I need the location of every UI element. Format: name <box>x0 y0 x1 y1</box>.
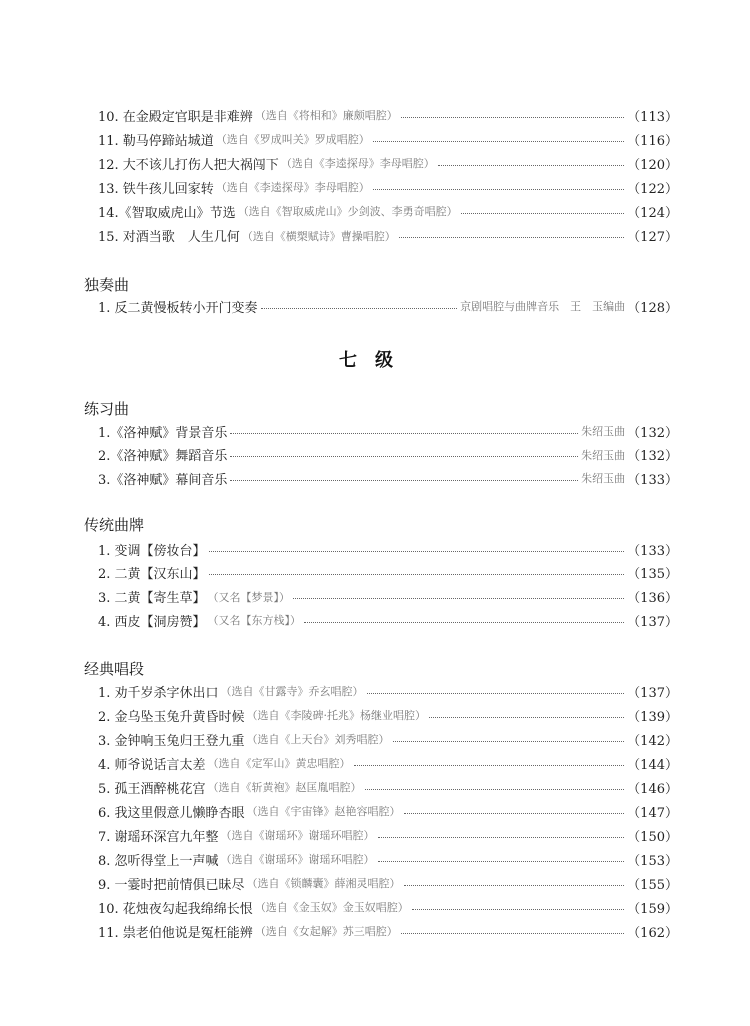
toc-entry[interactable] <box>98 729 678 749</box>
entry-title: 9. 一霎时把前情俱已昧尽 <box>98 877 245 893</box>
entry-page-number: （144） <box>627 757 678 773</box>
dot-leader <box>230 480 578 481</box>
dot-leader <box>230 456 578 457</box>
section-heading-solo: 独奏曲 <box>84 276 130 294</box>
toc-entry[interactable] <box>98 705 678 725</box>
entry-page-number: （124） <box>627 205 678 221</box>
entry-note: （又名【东方栈】） <box>207 614 302 628</box>
entry-note: （选自《横槊赋诗》曹操唱腔） <box>241 229 396 243</box>
entry-title: 1. 反二黄慢板转小开门变奏 <box>98 300 258 316</box>
entry-title: 15. 对酒当歌 人生几何 <box>98 230 240 245</box>
entry-page-number: （137） <box>627 685 678 701</box>
entry-note: （选自《将相和》廉颇唱腔） <box>254 109 398 122</box>
entry-credit: 朱绍玉曲 <box>581 448 626 462</box>
entry-page-number: （159） <box>627 901 678 917</box>
section-heading-classic: 经典唱段 <box>84 660 145 678</box>
dot-leader <box>401 933 624 934</box>
toc-entry[interactable] <box>98 201 678 221</box>
entry-page-number: （113） <box>627 109 678 125</box>
entry-note: （选自《李陵碑·托兆》杨继业唱腔） <box>246 709 427 722</box>
entry-page-number: （142） <box>627 733 678 749</box>
section-heading-qupai: 传统曲牌 <box>84 516 145 534</box>
entry-note: （选自《宇宙锋》赵艳容唱腔） <box>246 805 401 818</box>
entry-page-number: （136） <box>627 591 678 607</box>
toc-entry[interactable] <box>98 897 678 917</box>
dot-leader <box>261 308 458 309</box>
entry-page-number: （122） <box>627 181 678 197</box>
toc-entry[interactable] <box>98 921 678 941</box>
section-heading-etudes: 练习曲 <box>84 400 130 418</box>
toc-entry[interactable] <box>98 681 678 701</box>
dot-leader <box>378 837 625 838</box>
entry-title: 5. 孤王酒醉桃花宫 <box>98 781 206 797</box>
entry-title: 11. 祟老伯他说是冤枉能辨 <box>98 925 253 941</box>
dot-leader <box>461 213 624 214</box>
entry-page-number: （155） <box>627 877 678 893</box>
toc-entry[interactable] <box>98 445 678 465</box>
entry-title: 12. 大不该儿打伤人把大祸闯下 <box>98 157 279 173</box>
entry-note: （选自《李逵探母》李母唱腔） <box>280 157 435 171</box>
entry-title: 14.《智取威虎山》节选 <box>98 205 236 221</box>
entry-page-number: （128） <box>627 300 678 316</box>
entry-title: 10. 在金殿定官职是非难辨 <box>98 109 253 125</box>
entry-note: （选自《斩黄袍》赵匡胤唱腔） <box>207 781 362 794</box>
toc-entry[interactable] <box>98 468 678 488</box>
entry-page-number: （153） <box>627 853 678 869</box>
entry-page-number: （135） <box>627 567 678 583</box>
entry-title: 4. 师爷说话言太差 <box>98 757 206 773</box>
entry-credit: 京剧唱腔与曲牌音乐 王 玉编曲 <box>460 300 626 313</box>
entry-title: 8. 忽听得堂上一声喊 <box>98 853 219 869</box>
entry-title: 7. 谢瑶环深宫九年整 <box>98 829 219 845</box>
toc-entry[interactable] <box>98 753 678 773</box>
toc-entry[interactable] <box>98 296 678 316</box>
dot-leader <box>354 765 625 766</box>
dot-leader <box>365 789 625 790</box>
dot-leader <box>209 574 625 575</box>
dot-leader <box>367 693 625 694</box>
toc-entry[interactable] <box>98 777 678 797</box>
entry-note: （选自《罗成叫关》罗成唱腔） <box>215 133 370 147</box>
entry-title: 1. 劝千岁杀字休出口 <box>98 685 219 701</box>
entry-title: 3. 金钟响玉兔归王登九重 <box>98 733 245 749</box>
toc-entry[interactable] <box>98 825 678 845</box>
entry-page-number: （147） <box>627 805 678 821</box>
entry-title: 10. 花烛夜勾起我绵绵长恨 <box>98 901 253 917</box>
entry-title: 2. 金乌坠玉兔升黄昏时候 <box>98 709 245 725</box>
entry-note: （又名【梦景】） <box>207 590 291 604</box>
dot-leader <box>404 885 625 886</box>
dot-leader <box>373 141 624 142</box>
entry-note: （选自《上天台》刘秀唱腔） <box>246 733 390 746</box>
entry-page-number: （133） <box>627 543 678 559</box>
entry-credit: 朱绍玉曲 <box>581 425 626 438</box>
entry-page-number: （120） <box>627 157 678 173</box>
entry-page-number: （162） <box>627 925 678 941</box>
dot-leader <box>412 909 624 910</box>
toc-entry[interactable] <box>98 421 678 441</box>
toc-entry[interactable] <box>98 153 678 173</box>
dot-leader <box>293 598 624 599</box>
entry-note: （选自《李逵探母》李母唱腔） <box>215 181 370 195</box>
entry-note: （选自《女起解》苏三唱腔） <box>254 925 398 938</box>
toc-entry[interactable] <box>98 587 678 607</box>
dot-leader <box>429 717 624 718</box>
entry-page-number: （127） <box>627 230 678 245</box>
toc-entry[interactable] <box>98 129 678 149</box>
entry-title: 3.《洛神赋》幕间音乐 <box>98 472 228 488</box>
entry-title: 2. 二黄【汉东山】 <box>98 567 206 583</box>
toc-entry[interactable] <box>98 177 678 197</box>
entry-note: （选自《金玉奴》金玉奴唱腔） <box>254 901 409 914</box>
entry-note: （选自《定军山》黄忠唱腔） <box>207 757 351 770</box>
dot-leader <box>304 622 624 623</box>
entry-title: 4. 西皮【洞房赞】 <box>98 614 206 630</box>
toc-entry[interactable] <box>98 801 678 821</box>
entry-title: 13. 铁牛孩儿回家转 <box>98 181 214 197</box>
grade-title: 七级 <box>339 350 411 371</box>
entry-note: （选自《谢瑶环》谢瑶环唱腔） <box>220 829 375 842</box>
entry-note: （选自《锁麟囊》薛湘灵唱腔） <box>246 877 401 890</box>
dot-leader <box>378 861 625 862</box>
entry-title: 3. 二黄【寄生草】 <box>98 591 206 607</box>
toc-entry[interactable] <box>98 539 678 559</box>
entry-title: 1. 变调【傍妆台】 <box>98 543 206 559</box>
entry-title: 11. 勒马停蹄站城道 <box>98 133 214 149</box>
entry-page-number: （132） <box>627 425 678 441</box>
entry-page-number: （132） <box>627 449 678 465</box>
toc-entry[interactable] <box>98 105 678 125</box>
dot-leader <box>373 189 624 190</box>
entry-page-number: （150） <box>627 829 678 845</box>
entry-note: （选自《谢瑶环》谢瑶环唱腔） <box>220 853 375 866</box>
entry-page-number: （146） <box>627 781 678 797</box>
entry-page-number: （139） <box>627 709 678 725</box>
toc-entry[interactable] <box>98 610 678 630</box>
entry-page-number: （133） <box>627 472 678 488</box>
entry-credit: 朱绍玉曲 <box>581 472 626 486</box>
toc-entry[interactable] <box>98 873 678 893</box>
entry-page-number: （116） <box>627 133 678 149</box>
dot-leader <box>393 741 625 742</box>
dot-leader <box>399 237 624 238</box>
entry-note: （选自《智取威虎山》少剑波、李勇奇唱腔） <box>237 205 458 219</box>
toc-entry[interactable] <box>98 563 678 583</box>
toc-entry[interactable] <box>98 849 678 869</box>
entry-page-number: （137） <box>627 614 678 630</box>
entry-title: 6. 我这里假意儿懒睁杏眼 <box>98 805 245 821</box>
dot-leader <box>404 813 625 814</box>
entry-title: 1.《洛神赋》背景音乐 <box>98 425 228 441</box>
dot-leader <box>230 433 578 434</box>
dot-leader <box>209 551 625 552</box>
dot-leader <box>401 117 624 118</box>
entry-title: 2.《洛神赋》舞蹈音乐 <box>98 449 228 465</box>
dot-leader <box>438 165 624 166</box>
entry-note: （选自《甘露寺》乔玄唱腔） <box>220 685 364 698</box>
toc-entry[interactable] <box>98 226 678 246</box>
